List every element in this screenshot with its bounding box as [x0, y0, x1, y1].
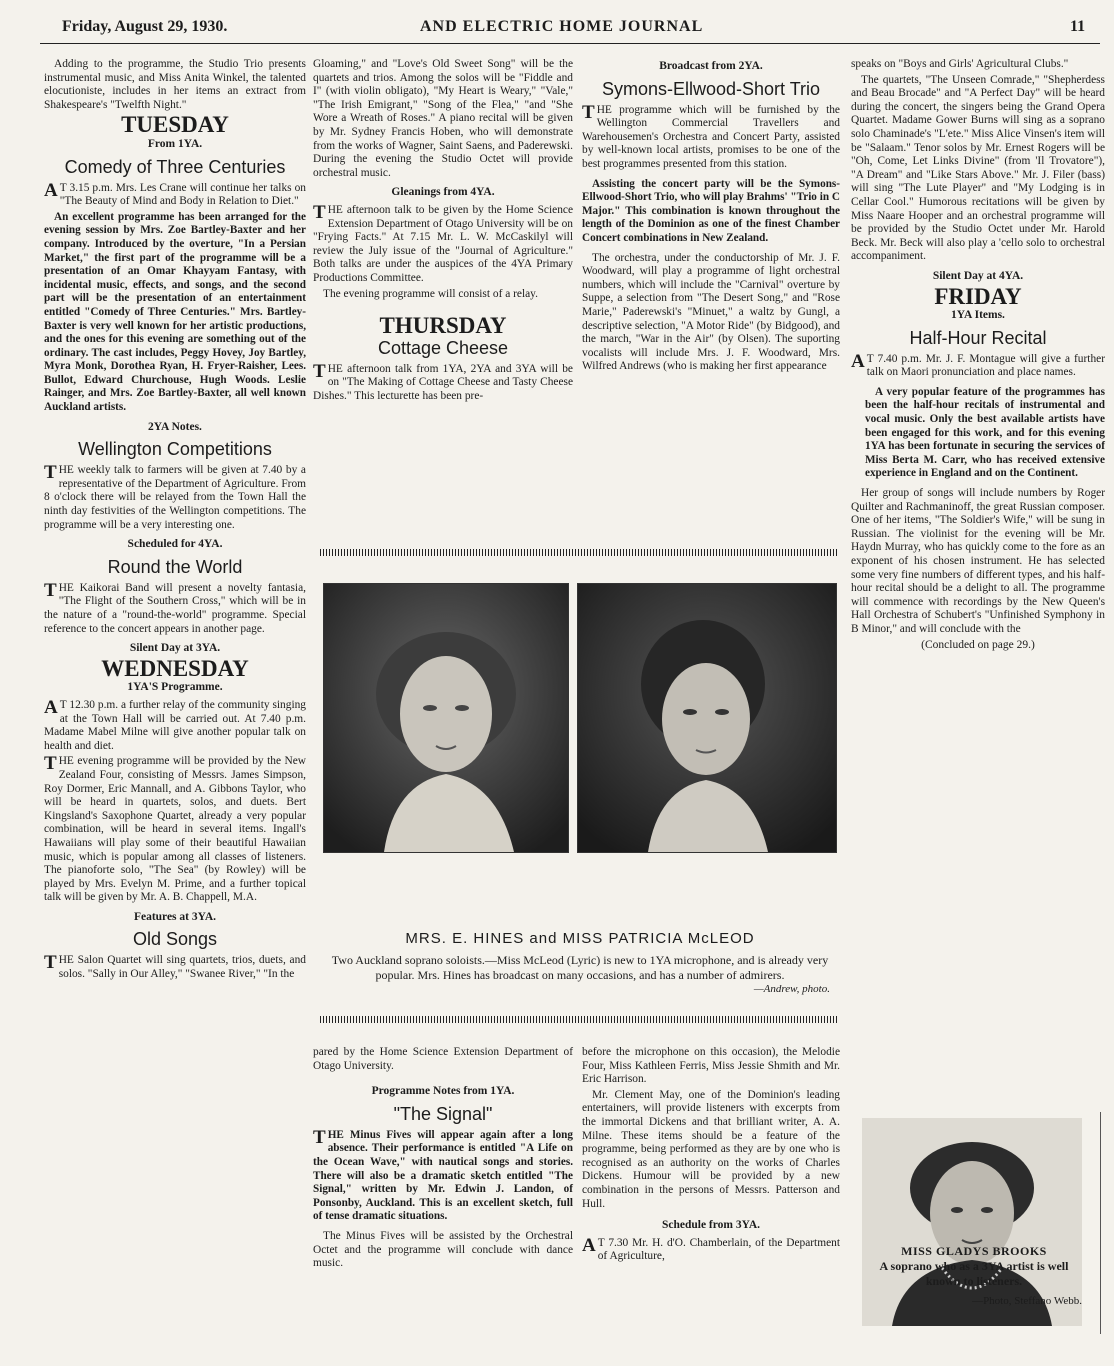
symons-paragraph-2: The orchestra, under the conductorship of Mr. J. F. Woodward, will play a programme of light orchestral numbers, which will include the "Carnival" overture by Suppe, a selection from "The Desert Song," and "Rose Marie," Paderewski's "Minuet," a waltz by Gungl, a descriptive selection, "A Motor Ride" (by Bidgood), and the march, "War in the Air" (by Olsen). The suporting vocalists will include Mrs. J. F. Woodward, Mrs. Wilfred Andrews (who is making her first appearance — [582, 251, 840, 373]
comedy-text: T 3.15 p.m. Mrs. Les Crane will continue her talks on "The Beauty of Mind and Body in Relation to Diet." — [59, 181, 306, 208]
subhead-gleanings-4ya: Gleanings from 4YA. — [391, 186, 495, 199]
signal-bold-paragraph — [313, 1126, 573, 1224]
gladys-caption-text — [866, 1244, 1082, 1307]
wellington-paragraph — [44, 464, 306, 532]
column-4 — [851, 58, 1105, 656]
column-2-lower — [313, 1046, 573, 1273]
intro-paragraph: Adding to the programme, the Studio Trio presents instrumental music, and Miss Anita Winkel, the talented elocutioniste, includes in her items an extract from Shakespeare's "Twelfth Night." — [44, 58, 306, 111]
friday-text: T 7.40 p.m. Mr. J. F. Montague will give a further talk on Maori pronunciation and place names. — [866, 352, 1105, 379]
gleanings-paragraph — [313, 201, 573, 286]
gladys-box-rule — [1100, 1112, 1101, 1334]
heading-symons-trio: Symons-Ellwood-Short Trio — [601, 78, 821, 99]
evening-text: HE evening programme will be provided by the New Zealand Four, consisting of Messrs. James Simpson, Roy Dormer, Eric Mannall, and A. Gibbons Taylor, who will be heard in quartets, solos, and duets. Bert Kingsland's Saxophone Quartet, already a very popular combination, will be heard in several items. Ingall's Hawaiians will play some of their beautiful Hawaiian music, which is popular among all classes of listeners. The pianoforte solo, "The Sea" (by Rowley) will be played by Mrs. Evelyn M. Prime, and a further topical talk will be given by Mr. A. B. Chappell, M.A. — [44, 755, 306, 904]
friday-paragraph-2: Her group of songs will include numbers by Roger Quilter and Rachmaninoff, the great Russian composer. One of her items, "The Soldier's Wife," will be sung in Russian. The violinist for the evening will be Mr. Haydn Murray, who has quickly come to the fore as an exponent of his chosen instrument. He has selected some very fine numbers of different types, and his half-hour recital should be a delight to all. The programme will commence with recordings by the New Queen's Hall Orchestra of Schubert's "Unfinished Symphony in B Minor," and will conclude with the — [851, 487, 1105, 635]
col4-paragraph-1: speaks on "Boys and Girls' Agricultural Clubs." — [851, 58, 1069, 70]
lower2-paragraph: pared by the Home Science Extension Department of Otago University. — [313, 1046, 573, 1072]
drop-cap: T — [313, 360, 326, 382]
cottage-paragraph — [313, 360, 573, 404]
col2-paragraph: Gloaming," and "Love's Old Sweet Song" will be the quartets and trios. Among the solos will be "Fiddle and I" (with violin obligato), "My Heart is Weary," "Vale," "The Irish Emigrant," "Song of the Flea," "and "She Wore a Wreath of Roses." A piano recital will be given by Mr. Sydney Francis Hoben, who will demonstrate from the works of Wagner, Saint Saens, and Paderewski. During the evening the Studio Octet will provide orchestral music. — [313, 58, 573, 179]
column-2-upper — [313, 58, 573, 405]
round-text: HE Kaikorai Band will present a novelty fantasia, "The Flight of the Southern Cross," which will be in the nature of a "round-the-world" programme. Special reference to the concert appears in another page. — [44, 581, 306, 635]
gladys-name: MISS GLADYS BROOKS — [901, 1244, 1047, 1258]
comedy-bold-paragraph: An excellent programme has been arranged for the evening session by Mrs. Zoe Bartley-Baxter and her company. Introduced by the overture, "In a Persian Market," the first part of the programme will be a presentation of an Omar Khayyam Fantasy, with incidental music, effects, and songs, and the second part will be the presentation of an entertainment entitled "Comedy of Three Centuries." Mrs. Bartley-Baxter is very well known for her artistic productions, and the ones for this evening are something out of the ordinary. The cast includes, Peggy Hovey, Joy Bartley, Myra Monk, Dorothea Ryan, H. Fryer-Raisher, Lees. Bullot, Edward Churchouse, Hugh Woods. Leslie Rainger, and Mrs. Zoe Bartley-Baxter, all well known Auckland artists. — [44, 210, 306, 414]
gleanings-paragraph-2: The evening programme will consist of a relay. — [323, 287, 538, 300]
heading-the-signal: "The Signal" — [393, 1103, 493, 1124]
schedule-paragraph — [582, 1234, 840, 1264]
subhead-broadcast-2ya: Broadcast from 2YA. — [659, 60, 763, 72]
drop-cap: A — [582, 1234, 596, 1256]
round-paragraph — [44, 579, 306, 636]
subhead-1ya-items: 1YA Items. — [951, 309, 1005, 322]
drop-cap: T — [44, 579, 57, 601]
issue-date: Friday, August 29, 1930. — [62, 18, 228, 35]
caption-credit: —Andrew, photo. — [753, 983, 830, 995]
wellington-text: HE weekly talk to farmers will be given at 7.40 by a representative of the Department of Agriculture. From 8 o'clock there will be relayed from the Town Hall the ninth day festivities of the Wellington competitions. The programme will be a very interesting one. — [44, 464, 306, 531]
cottage-text: HE afternoon talk from 1YA, 2YA and 3YA will be on "The Making of Cottage Cheese and Tasty Cheese Dishes." This lecturette has been pre- — [313, 362, 573, 402]
photo-border-bottom — [320, 1016, 838, 1023]
drop-cap: T — [44, 952, 57, 974]
page-number: 11 — [1070, 18, 1086, 35]
heading-wellington: Wellington Competitions — [78, 439, 272, 460]
drop-cap: A — [851, 350, 865, 372]
subhead-notes-1ya: Programme Notes from 1YA. — [371, 1085, 515, 1098]
wednesday-text: T 12.30 p.m. a further relay of the community singing at the Town Hall will be carried out. At 7.40 p.m. Madame Mabel Milne will give another popular talk on health and diet. — [44, 698, 306, 752]
running-head — [0, 18, 1114, 40]
heading-half-hour: Half-Hour Recital — [909, 327, 1047, 348]
paper-title: AND ELECTRIC HOME JOURNAL — [420, 18, 704, 35]
subhead-2ya-notes: 2YA Notes. — [148, 420, 202, 433]
subhead-features-3ya: Features at 3YA. — [133, 910, 217, 923]
drop-cap: T — [582, 101, 595, 123]
portrait-illustration — [578, 584, 836, 852]
heading-friday: FRIDAY — [934, 283, 1022, 309]
photo-mrs-hines — [323, 583, 569, 853]
symons-text: HE programme which will be furnished by the Wellington Commercial Travellers and Warehousemen's Orchestra and Concert Party, assisted by well-known local artists, promises to be one of the best programmes presented from this station. — [582, 103, 840, 170]
subhead-schedule-3ya: Schedule from 3YA. — [661, 1219, 761, 1232]
subhead-scheduled-4ya: Scheduled for 4YA. — [127, 538, 223, 551]
heading-comedy: Comedy of Three Centuries — [64, 156, 286, 177]
column-3-lower — [582, 1046, 840, 1266]
signal-text: HE Minus Fives will appear again after a long absence. Their performance is entitled "A Life on the Ocean Wave," with nautical songs and stories. There will also be a dramatic sketch entitled "The Signal," written by Mr. Edwin J. Landon, of Ponsonby, Auckland. This is an excellent sketch, full of tense dramatic situations. — [313, 1128, 573, 1223]
subhead-from-1ya: From 1YA. — [147, 137, 203, 150]
column-3-upper — [582, 58, 840, 376]
drop-cap: T — [313, 1126, 326, 1148]
col4-paragraph-2: The quartets, "The Unseen Comrade," "Shepherdess and Beau Brocade" and "A Perfect Day" will be heard during the concert, the singers being the Grand Opera Quartet. Madame Gower Burns will sing as a soprano solo Chaminade's "L'ete." Miss Alice Vinsen's item will be "Salaam." Tenor solos by Mr. Ernest Rogers will be "Oh, Come, Let Links Divine" (from 'Il Trovatore"), "A Dream" and "Like Stars Above." Mr. J. Filer (bass) will sing "The Lute Player" and "My Lodging is in Cellar Cool." Humorous recitations will be given by Miss Naare Hooper and an orchestral programme will be provided by the Studio Octet under Mr. Harold Beck. Mr. Beck will also play a 'cello solo to orchestral accompaniment. — [851, 73, 1105, 263]
portrait-illustration — [324, 584, 568, 852]
old-songs-text: HE Salon Quartet will sing quartets, trios, duets, and solos. "Sally in Our Alley," "Swanee River," "In the — [58, 954, 306, 981]
old-songs-paragraph — [44, 954, 306, 981]
gladys-credit: —Photo, Steffano Webb. — [972, 1295, 1082, 1307]
heading-thursday: THURSDAY — [379, 313, 507, 339]
drop-cap: T — [44, 462, 57, 484]
heading-round-world: Round the World — [107, 556, 243, 577]
heading-cottage-cheese: Cottage Cheese — [377, 337, 509, 358]
drop-cap: A — [44, 696, 58, 718]
caption-names: MRS. E. HINES and MISS PATRICIA McLEOD — [405, 930, 755, 947]
header-rule — [40, 43, 1100, 44]
subhead-1ya-programme: 1YA'S Programme. — [127, 681, 223, 694]
caption-description: Two Auckland soprano soloists.—Miss McLeod (Lyric) is new to 1YA microphone, and is already very popular. Mrs. Hines has broadcast on many occasions, and has a number of admirers. — [331, 953, 829, 982]
wednesday-paragraph — [44, 696, 306, 753]
evening-paragraph — [44, 755, 306, 905]
lower3-paragraph-1: before the microphone on this occasion), the Melodie Four, Miss Kathleen Ferris, Miss Jessie Shmith and Mr. Eric Harrison. — [582, 1046, 840, 1086]
gleanings-text: HE afternoon talk to be given by the Home Science Extension Department of Otago University will be on "Frying Facts." At 7.15 Mr. L. W. McCaskilyl will review the July issue of the "Journal of Agriculture." Both talks are under the auspices of the 4YA Primary Productions Committee. — [313, 203, 573, 284]
photo-caption — [330, 930, 830, 995]
heading-tuesday: TUESDAY — [121, 112, 229, 138]
comedy-paragraph — [44, 179, 306, 209]
symons-bold-paragraph: Assisting the concert party will be the Symons-Ellwood-Short Trio, who will play Brahms' "Trio in C Major." This combination is known throughout the length of the Dominion as one of the finest Chamber Concert combinations in New Zealand. — [582, 177, 840, 244]
photo-miss-mcleod — [577, 583, 837, 853]
symons-paragraph — [582, 101, 840, 172]
subhead-silent-3ya: Silent Day at 3YA. — [129, 642, 221, 655]
photo-border-top — [320, 549, 838, 556]
friday-bold-paragraph: A very popular feature of the programmes has been the half-hour recitals of instrumental and vocal music. Only the best available artists have been engaged for this work, and for this evening 1YA has been fortunate in securing the services of Miss Berta M. Carr, who has received extensive experience in England and on the Continent. — [865, 385, 1105, 480]
friday-paragraph — [851, 350, 1105, 380]
heading-wednesday: WEDNESDAY — [101, 655, 249, 681]
column-1 — [44, 58, 306, 984]
drop-cap: T — [313, 201, 326, 223]
subhead-silent-4ya: Silent Day at 4YA. — [932, 269, 1024, 282]
heading-old-songs: Old Songs — [132, 929, 218, 950]
lower3-paragraph-2: Mr. Clement May, one of the Dominion's leading entertainers, will provide listeners with excerpts from the immortal Dickens and that brilliant writer, A. A. Milne. These items should be a feature of the programme, being performed as they are by one who is recognised as an authority on the works of Charles Dickens. Humour will be provided by a new combination in the persons of Messrs. Patterson and Hull. — [582, 1088, 840, 1210]
schedule-text: T 7.30 Mr. H. d'O. Chamberlain, of the Department of Agriculture, — [597, 1236, 840, 1263]
drop-cap: T — [44, 753, 57, 775]
continued-note: (Concluded on page 29.) — [921, 638, 1035, 651]
signal-paragraph: The Minus Fives will be assisted by the Orchestral Octet and the programme will conclude with dance music. — [313, 1229, 573, 1270]
gladys-description: A soprano who as a 3YA artist is well known to listeners. — [879, 1259, 1069, 1288]
drop-cap: A — [44, 179, 58, 201]
